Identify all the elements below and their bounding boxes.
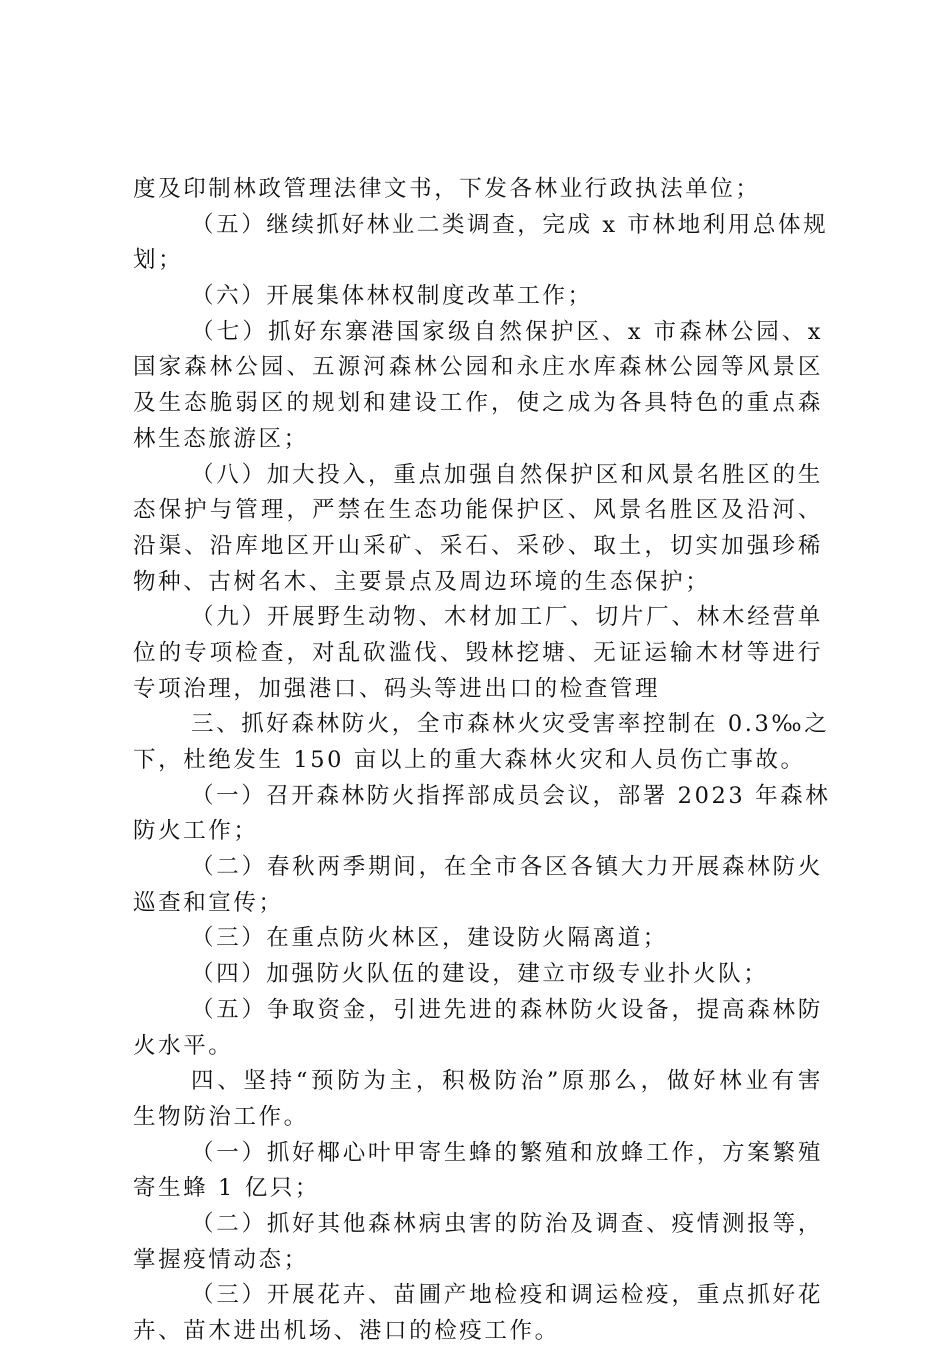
text-line: 度及印制林政管理法律文书，下发各林业行政执法单位； [133, 176, 761, 202]
text-line: 下，杜绝发生 150 亩以上的重大森林火灾和人员伤亡事故。 [133, 747, 806, 773]
text-line: 四、坚持“预防为主，积极防治”原那么，做好林业有害 [191, 1068, 823, 1095]
text-line: 掌握疫情动态； [133, 1246, 309, 1273]
text-line: （七）抓好东寨港国家级自然保护区、x 市森林公园、x [191, 318, 823, 345]
text-line: （二）春秋两季期间，在全市各区各镇大力开展森林防火 [191, 854, 823, 881]
text-line: 巡查和宣传； [133, 889, 284, 916]
text-line: （六）开展集体林权制度改革工作； [191, 283, 593, 310]
text-line: （五）继续抓好林业二类调查，完成 x 市林地利用总体规 [191, 211, 829, 238]
text-line: 防火工作； [133, 818, 259, 845]
text-line: （五）争取资金，引进先进的森林防火设备，提高森林防 [191, 996, 823, 1023]
text-line: 位的专项检查，对乱砍滥伐、毁林挖塘、无证运输木材等进行 [133, 639, 823, 666]
text-line: 划； [133, 247, 184, 274]
text-line: （二）抓好其他森林病虫害的防治及调查、疫情测报等， [191, 1210, 823, 1237]
text-line: 火水平。 [133, 1032, 234, 1059]
text-line: 三、抓好森林防火，全市森林火灾受害率控制在 0.3‰之 [191, 711, 830, 738]
text-line: （四）加强防火队伍的建设，建立市级专业扑火队； [191, 961, 769, 988]
text-line: （三）在重点防火林区，建设防火隔离道； [191, 925, 668, 952]
text-line: 物种、古树名木、主要景点及周边环境的生态保护； [133, 568, 711, 595]
text-line: （一）抓好椰心叶甲寄生蜂的繁殖和放蜂工作，方案繁殖 [191, 1139, 823, 1166]
text-line: 寄生蜂 1 亿只； [133, 1175, 321, 1202]
text-line: 及生态脆弱区的规划和建设工作，使之成为各具特色的重点森 [133, 390, 823, 417]
text-line: 卉、苗木进出机场、港口的检疫工作。 [133, 1318, 560, 1344]
text-line: （九）开展野生动物、木材加工厂、切片厂、林木经营单 [191, 604, 823, 631]
text-line: 专项治理，加强港口、码头等进出口的检查管理 [133, 675, 661, 702]
text-line: 林生态旅游区； [133, 425, 309, 452]
text-line: （八）加大投入，重点加强自然保护区和风景名胜区的生 [191, 461, 823, 488]
text-line: 国家森林公园、五源河森林公园和永庄水库森林公园等风景区 [133, 354, 823, 381]
text-line: 沿渠、沿库地区开山采矿、采石、采砂、取土，切实加强珍稀 [133, 532, 823, 559]
text-line: 生物防治工作。 [133, 1103, 309, 1130]
text-line: 态保护与管理，严禁在生态功能保护区、风景名胜区及沿河、 [133, 497, 823, 524]
text-line: （一）召开森林防火指挥部成员会议，部署 2023 年森林 [191, 782, 831, 809]
document-body [133, 172, 831, 1350]
text-line: （三）开展花卉、苗圃产地检疫和调运检疫，重点抓好花 [191, 1282, 823, 1309]
